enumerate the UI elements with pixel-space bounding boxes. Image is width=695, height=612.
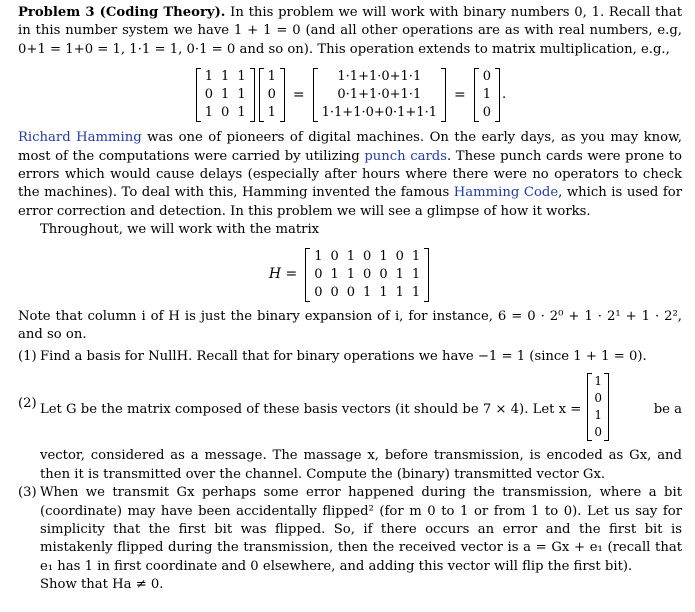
- matrix-row: [479, 86, 495, 104]
- question-3-end: Show that Ha ≠ 0.: [40, 577, 164, 593]
- matrix-cell: 1: [221, 87, 230, 103]
- example-result: [474, 68, 500, 122]
- question-3: [18, 484, 682, 594]
- matrix-cell: 0: [363, 266, 372, 282]
- matrix-cell: 0: [346, 284, 356, 300]
- matrix-cell: 1: [411, 248, 421, 264]
- message-vector-x: [585, 373, 611, 447]
- question-1-text: Find a basis for NullH. Recall that for binary operations we have −1 = 1 (since 1 + 1 = 0).: [40, 349, 647, 365]
- example-matrix-a: [196, 68, 255, 122]
- matrix-cell: 0·1+1·0+1·1: [337, 87, 422, 103]
- throughout-line: Throughout, we will work with the matrix: [40, 222, 320, 238]
- matrix-cell: 0: [221, 105, 230, 121]
- matrix-row: [592, 407, 604, 424]
- equals-sign-2: =: [454, 87, 466, 104]
- column-note: Note that column i of H is just the binary expansion of i, for instance, 6 = 0 · 2⁰ + 1 · 2¹ + 1 · 2², and so on.: [18, 308, 682, 343]
- matrix-cell: 0: [482, 69, 492, 85]
- matrix-cell: 0: [330, 248, 339, 264]
- question-2-text-c: vector, considered as a message. The massage x, before transmission, is encoded as Gx, and then it is transmitted over the channel. Compute the (binary) transmitted vector Gx.: [40, 448, 682, 482]
- matrix-cell: 1: [594, 373, 602, 388]
- matrix-cell: 0: [330, 284, 339, 300]
- matrix-cell: 1: [330, 266, 339, 282]
- matrix-cell: 0: [204, 87, 214, 103]
- matrix-cell: 1: [237, 105, 246, 121]
- matrix-cell: 0: [314, 284, 323, 300]
- matrix-cell: 1: [204, 69, 214, 85]
- matrix-cell: 1: [482, 87, 492, 103]
- link-hamming-code[interactable]: Hamming Code: [453, 185, 559, 201]
- matrix-cell: 0: [267, 87, 276, 103]
- question-2-text-b: be a: [653, 401, 682, 417]
- hamming-text-b: . These punch cards were prone to errors which would cause delays (especially after hours where there were no operators to check the machines). To deal with this, Hamming invented the famous: [18, 148, 682, 201]
- link-punch-cards[interactable]: punch cards: [364, 148, 448, 164]
- matrix-cell: 1·1+1·0+1·1: [337, 69, 422, 85]
- question-3-number: (3): [18, 485, 37, 501]
- question-2: [18, 373, 682, 484]
- matrix-row: [264, 86, 280, 104]
- matrix-row: [310, 284, 424, 302]
- question-2-number: (2): [18, 395, 37, 411]
- matrix-h: [305, 248, 429, 302]
- matrix-cell: 1: [237, 87, 246, 103]
- matrix-row: [318, 104, 441, 122]
- example-vector: [259, 68, 285, 122]
- intro-paragraph: [18, 4, 682, 59]
- matrix-cell: 0: [395, 248, 404, 264]
- hamming-paragraph: [18, 129, 682, 221]
- matrix-cell: 0: [314, 266, 323, 282]
- matrix-cell: 1: [267, 105, 276, 121]
- matrix-cell: 1·1+1·0+0·1+1·1: [321, 105, 437, 121]
- matrix-row: [264, 68, 280, 86]
- matrix-row: [592, 373, 604, 390]
- question-2-text-a: Let G be the matrix composed of these basis vectors (it should be 7 × 4). Let x =: [40, 401, 582, 417]
- problem-document: [18, 4, 682, 595]
- matrix-row: [592, 424, 604, 441]
- matrix-cell: 1: [204, 105, 214, 121]
- matrix-row: [318, 68, 441, 86]
- matrix-cell: 1: [267, 69, 276, 85]
- matrix-row: [318, 86, 441, 104]
- hamming-text-c: , which is used for error correction and detection. In this problem we will see a glimpse of how it works.: [18, 185, 682, 219]
- matrix-cell: 0: [594, 390, 602, 405]
- matrix-cell: 1: [411, 266, 421, 282]
- matrix-row: [479, 104, 495, 122]
- matrix-row: [310, 266, 424, 284]
- matrix-cell: 1: [346, 266, 356, 282]
- question-3-text: When we transmit Gx perhaps some error happened during the transmission, where a bit (coordinate) may have been accidentally flipped² (for m 0 to 1 or from 1 to 0). Let us say for simplicity that the first bit was flipped. So, if there occurs an error and the first bit is mistakenly flipped during the transmission, then the received vector is a = Gx + e₁ (recall that e₁ has 1 in first coordinate and 0 elsewhere, and adding this vector will flip the first bit).: [40, 485, 682, 574]
- matrix-cell: 1: [395, 266, 404, 282]
- matrix-cell: 1: [379, 248, 388, 264]
- matrix-cell: 1: [237, 69, 246, 85]
- hamming-text-a: was one of pioneers of digital machines. On the early days, as you may know, most of the computations were carried by utilizing: [18, 130, 682, 164]
- matrix-row: [264, 104, 280, 122]
- matrix-row: [479, 68, 495, 86]
- equals-sign: =: [292, 87, 305, 104]
- matrix-cell: 1: [594, 407, 602, 422]
- link-richard-hamming[interactable]: Richard Hamming: [18, 130, 142, 146]
- matrix-cell: 0: [482, 105, 492, 121]
- matrix-cell: 1: [314, 248, 323, 264]
- problem-heading: Problem 3 (Coding Theory).: [18, 5, 226, 20]
- matrix-cell: 1: [411, 284, 421, 300]
- matrix-row: [310, 248, 424, 266]
- matrix-cell: 0: [363, 248, 372, 264]
- period: .: [502, 87, 507, 103]
- matrix-row: [201, 104, 250, 122]
- matrix-cell: 0: [594, 424, 602, 439]
- matrix-row: [592, 390, 604, 407]
- matrix-row: [201, 68, 250, 86]
- matrix-cell: 1: [395, 284, 404, 300]
- matrix-cell: 1: [346, 248, 356, 264]
- question-1-number: (1): [18, 349, 37, 365]
- matrix-row: [201, 86, 250, 104]
- matrix-cell: 0: [379, 266, 388, 282]
- question-1: [18, 348, 682, 366]
- example-equation: [18, 63, 682, 127]
- matrix-h-label: H =: [268, 266, 298, 283]
- matrix-cell: 1: [221, 69, 230, 85]
- matrix-cell: 1: [379, 284, 388, 300]
- intro-text: In this problem we will work with binary numbers 0, 1. Recall that in this number system we have 1 + 1 = 0 (and all other operations are as with real numbers, e.g, 0+1 = 1+0 = 1, 1·1 = 1, 0·1 = 0 and so on). This operation extends to matrix multiplication, e.g.,: [18, 5, 682, 57]
- matrix-cell: 1: [363, 284, 372, 300]
- matrix-h-display: [18, 248, 682, 302]
- example-expanded: [313, 68, 446, 122]
